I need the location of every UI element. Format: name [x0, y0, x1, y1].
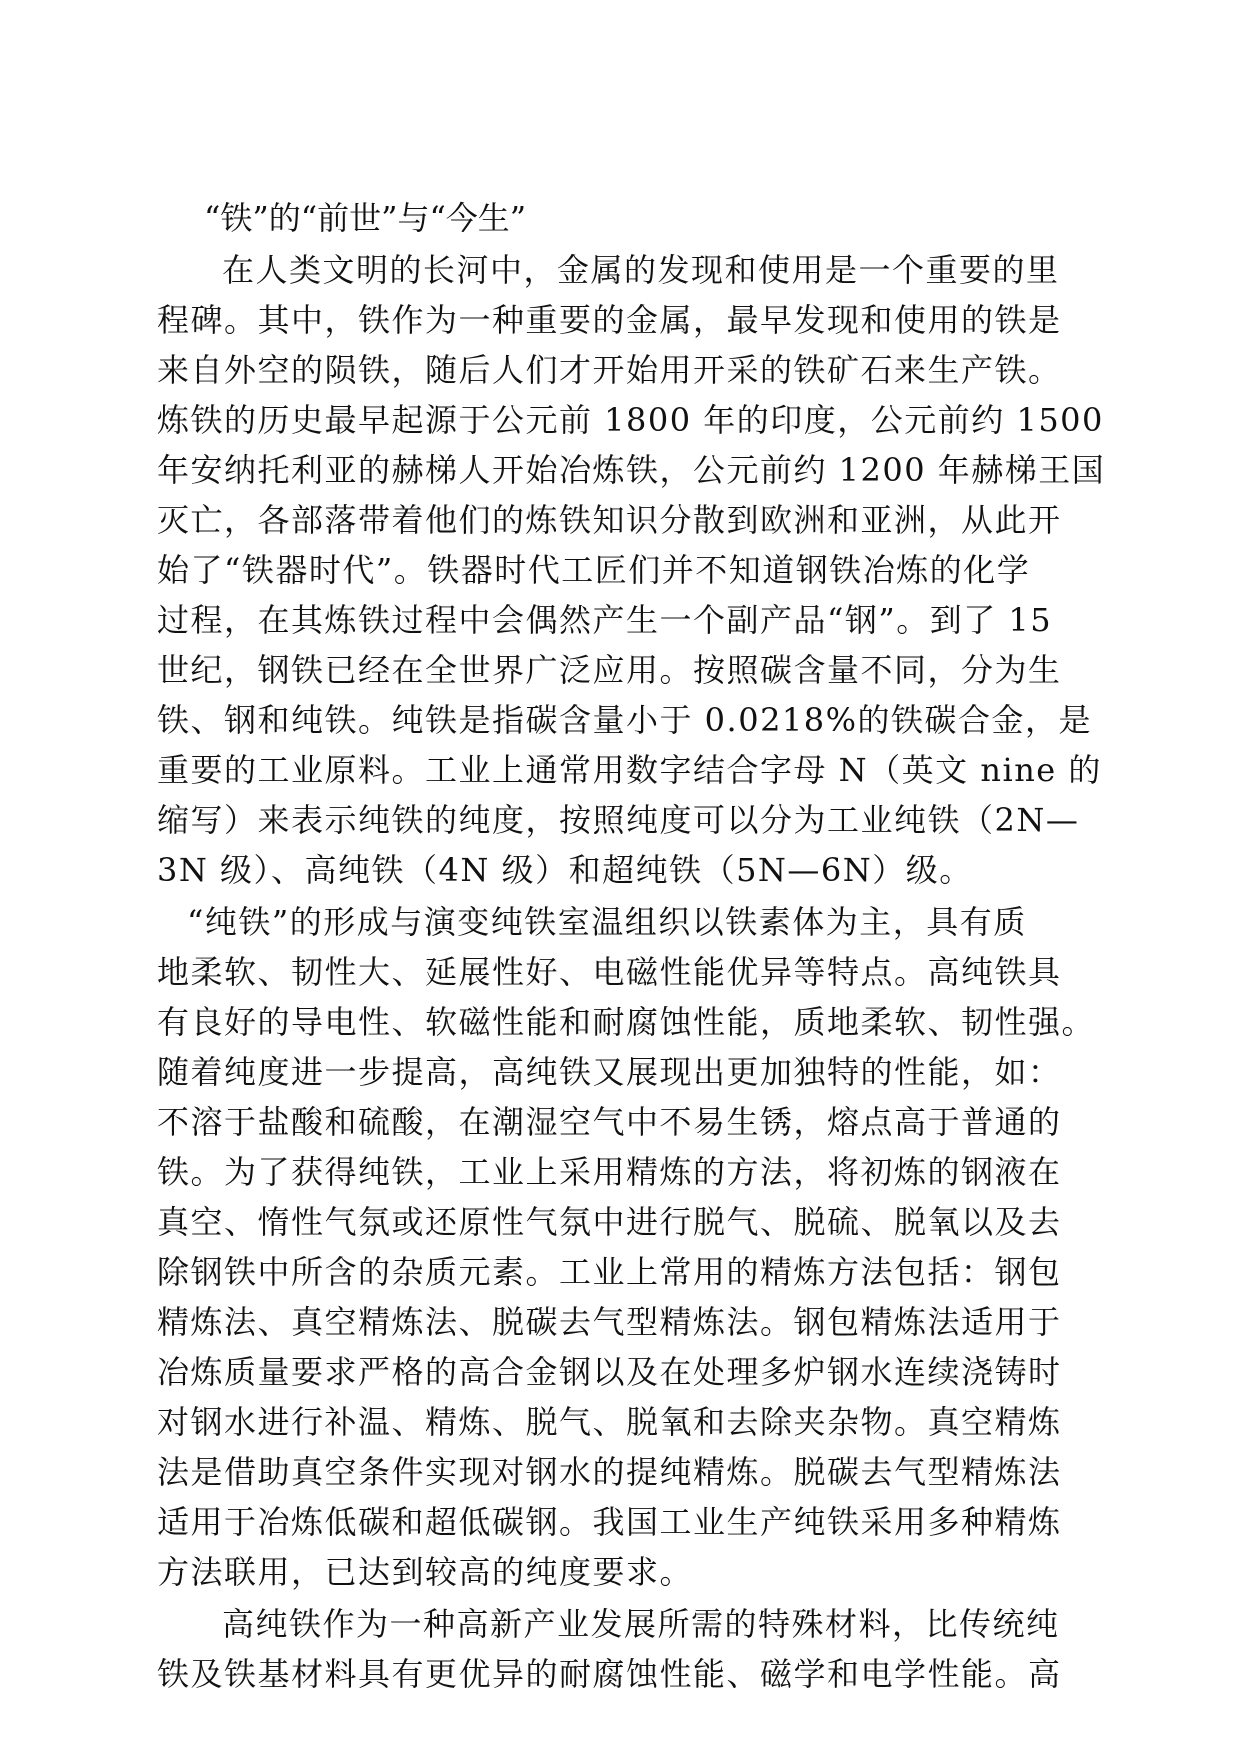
paragraph-line: 年安纳托利亚的赫梯人开始冶炼铁，公元前约 1200 年赫梯王国	[157, 451, 1106, 489]
paragraph-line: 在人类文明的长河中，金属的发现和使用是一个重要的里	[222, 251, 1060, 289]
paragraph-line: 始了“铁器时代”。铁器时代工匠们并不知道钢铁冶炼的化学	[157, 551, 1031, 589]
paragraph-line: 铁及铁基材料具有更优异的耐腐蚀性能、磁学和电学性能。高	[157, 1655, 1062, 1693]
paragraph-line: 冶炼质量要求严格的高合金钢以及在处理多炉钢水连续浇铸时	[157, 1353, 1062, 1391]
paragraph-line: 重要的工业原料。工业上通常用数字结合字母 N（英文 nine 的	[157, 751, 1102, 789]
paragraph-line: 来自外空的陨铁，随后人们才开始用开采的铁矿石来生产铁。	[157, 351, 1062, 389]
document-title: “铁”的“前世”与“今生”	[204, 199, 527, 237]
paragraph-line: 铁、钢和纯铁。纯铁是指碳含量小于 0.0218%的铁碳合金，是	[157, 701, 1093, 739]
paragraph-line: 灭亡，各部落带着他们的炼铁知识分散到欧洲和亚洲，从此开	[157, 501, 1062, 539]
paragraph-line: 对钢水进行补温、精炼、脱气、脱氧和去除夹杂物。真空精炼	[157, 1403, 1062, 1441]
paragraph-line: 精炼法、真空精炼法、脱碳去气型精炼法。钢包精炼法适用于	[157, 1303, 1062, 1341]
paragraph-line: “纯铁”的形成与演变纯铁室温组织以铁素体为主，具有质	[187, 903, 1027, 941]
paragraph-line: 铁。为了获得纯铁，工业上采用精炼的方法，将初炼的钢液在	[157, 1153, 1062, 1191]
paragraph-line: 3N 级）、高纯铁（4N 级）和超纯铁（5N—6N）级。	[157, 851, 973, 889]
paragraph-line: 真空、惰性气氛或还原性气氛中进行脱气、脱硫、脱氧以及去	[157, 1203, 1062, 1241]
paragraph-line: 不溶于盐酸和硫酸，在潮湿空气中不易生锈，熔点高于普通的	[157, 1103, 1062, 1141]
paragraph-line: 世纪，钢铁已经在全世界广泛应用。按照碳含量不同，分为生	[157, 651, 1062, 689]
paragraph-line: 高纯铁作为一种高新产业发展所需的特殊材料，比传统纯	[222, 1605, 1060, 1643]
paragraph-line: 适用于冶炼低碳和超低碳钢。我国工业生产纯铁采用多种精炼	[157, 1503, 1062, 1541]
paragraph-line: 炼铁的历史最早起源于公元前 1800 年的印度，公元前约 1500	[157, 401, 1104, 439]
paragraph-line: 有良好的导电性、软磁性能和耐腐蚀性能，质地柔软、韧性强。	[157, 1003, 1096, 1041]
paragraph-line: 过程，在其炼铁过程中会偶然产生一个副产品“钢”。到了 15	[157, 601, 1053, 639]
paragraph-line: 法是借助真空条件实现对钢水的提纯精炼。脱碳去气型精炼法	[157, 1453, 1062, 1491]
paragraph-line: 随着纯度进一步提高，高纯铁又展现出更加独特的性能，如：	[157, 1053, 1062, 1091]
paragraph-line: 方法联用，已达到较高的纯度要求。	[157, 1553, 694, 1591]
paragraph-line: 程碑。其中，铁作为一种重要的金属，最早发现和使用的铁是	[157, 301, 1062, 339]
paragraph-line: 除钢铁中所含的杂质元素。工业上常用的精炼方法包括：钢包	[157, 1253, 1062, 1291]
paragraph-line: 地柔软、韧性大、延展性好、电磁性能优异等特点。高纯铁具	[157, 953, 1062, 991]
paragraph-line: 缩写）来表示纯铁的纯度，按照纯度可以分为工业纯铁（2N—	[157, 801, 1080, 839]
